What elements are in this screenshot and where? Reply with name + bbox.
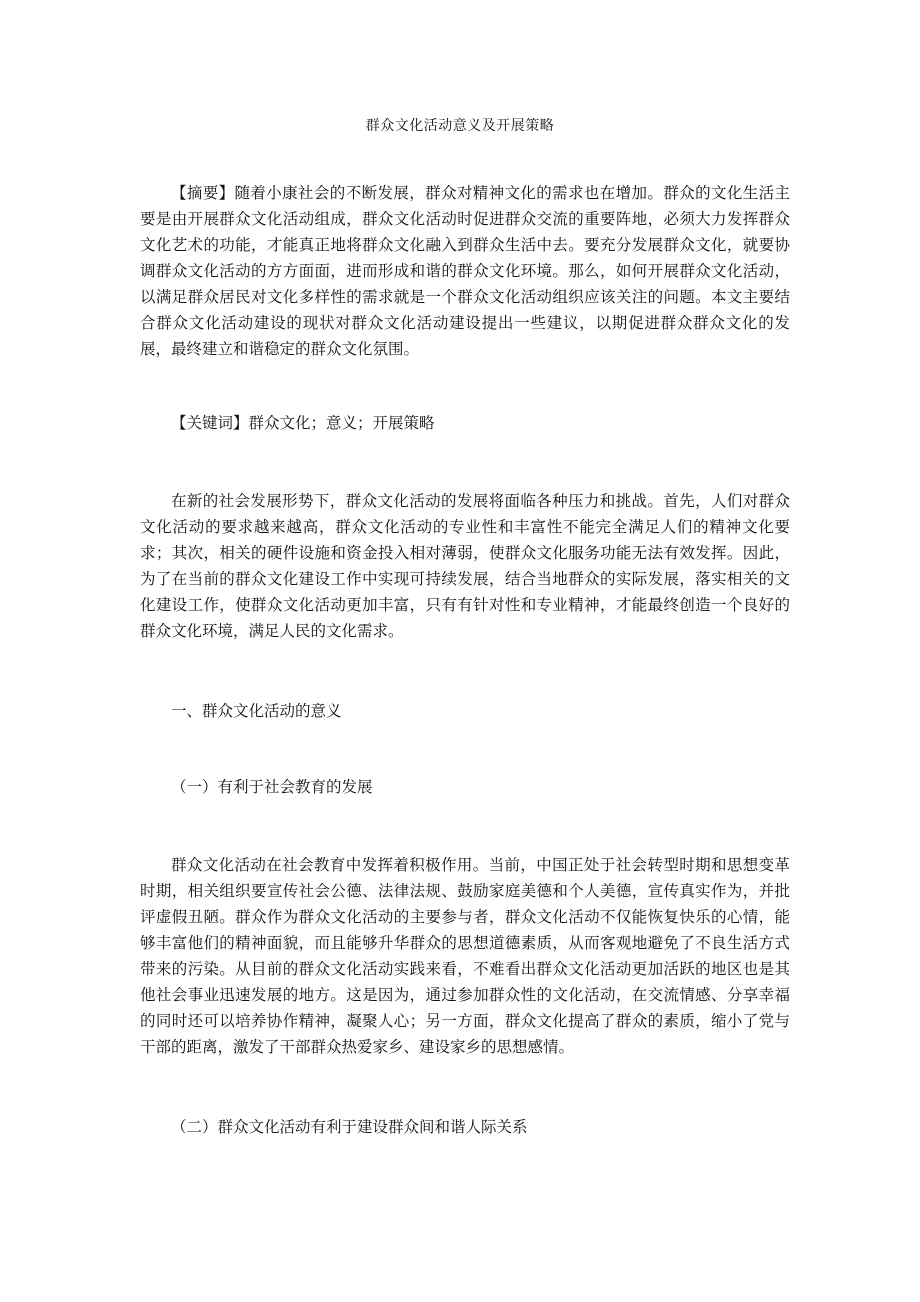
document-title: 群众文化活动意义及开展策略: [365, 118, 555, 134]
subsection-1-paragraph: 群众文化活动在社会教育中发挥着积极作用。当前，中国正处于社会转型时期和思想变革时期，相关组织要宣传社会公德、法律法规、鼓励家庭美德和个人美德，宣传真实作为，并批评虚假丑陋。群众作为群众文化活动的主要参与者，群众文化活动不仅能恢复快乐的心情，能够丰富他们的精神面貌，而且能够升华群众的思想道德素质，从而客观地避免了不良生活方式带来的污染。从目前的群众文化活动实践来看，不难看出群众文化活动更加活跃的地区也是其他社会事业迅速发展的地方。这是因为，通过参加群众性的文化活动，在交流情感、分享幸福的同时还可以培养协作精神，凝聚人心；另一方面，群众文化提高了群众的素质，缩小了党与干部的距离，激发了干部群众热爱家乡、建设家乡的思想感情。: [140, 856, 790, 1056]
section-heading-1: 一、群众文化活动的意义: [171, 702, 342, 720]
subsection-heading-1: （一）有利于社会教育的发展: [171, 778, 373, 796]
keywords-line: 【关键词】群众文化；意义；开展策略: [171, 414, 435, 432]
intro-paragraph: 在新的社会发展形势下，群众文化活动的发展将面临各种压力和挑战。首先，人们对群众文化活动的要求越来越高，群众文化活动的专业性和丰富性不能完全满足人们的精神文化要求；其次，相关的硬件设施和资金投入相对薄弱，使群众文化服务功能无法有效发挥。因此，为了在当前的群众文化建设工作中实现可持续发展，结合当地群众的实际发展，落实相关的文化建设工作，使群众文化活动更加丰富，只有有针对性和专业精神，才能最终创造一个良好的群众文化环境，满足人民的文化需求。: [140, 492, 790, 640]
abstract-paragraph: 【摘要】随着小康社会的不断发展，群众对精神文化的需求也在增加。群众的文化生活主要是由开展群众文化活动组成，群众文化活动时促进群众交流的重要阵地，必须大力发挥群众文化艺术的功能，才能真正地将群众文化融入到群众生活中去。要充分发展群众文化，就要协调群众文化活动的方方面面，进而形成和谐的群众文化环境。那么，如何开展群众文化活动，以满足群众居民对文化多样性的需求就是一个群众文化活动组织应该关注的问题。本文主要结合群众文化活动建设的现状对群众文化活动建设提出一些建议，以期促进群众群众文化的发展，最终建立和谐稳定的群众文化氛围。: [140, 184, 790, 358]
subsection-heading-2: （二）群众文化活动有利于建设群众间和谐人际关系: [171, 1118, 528, 1136]
